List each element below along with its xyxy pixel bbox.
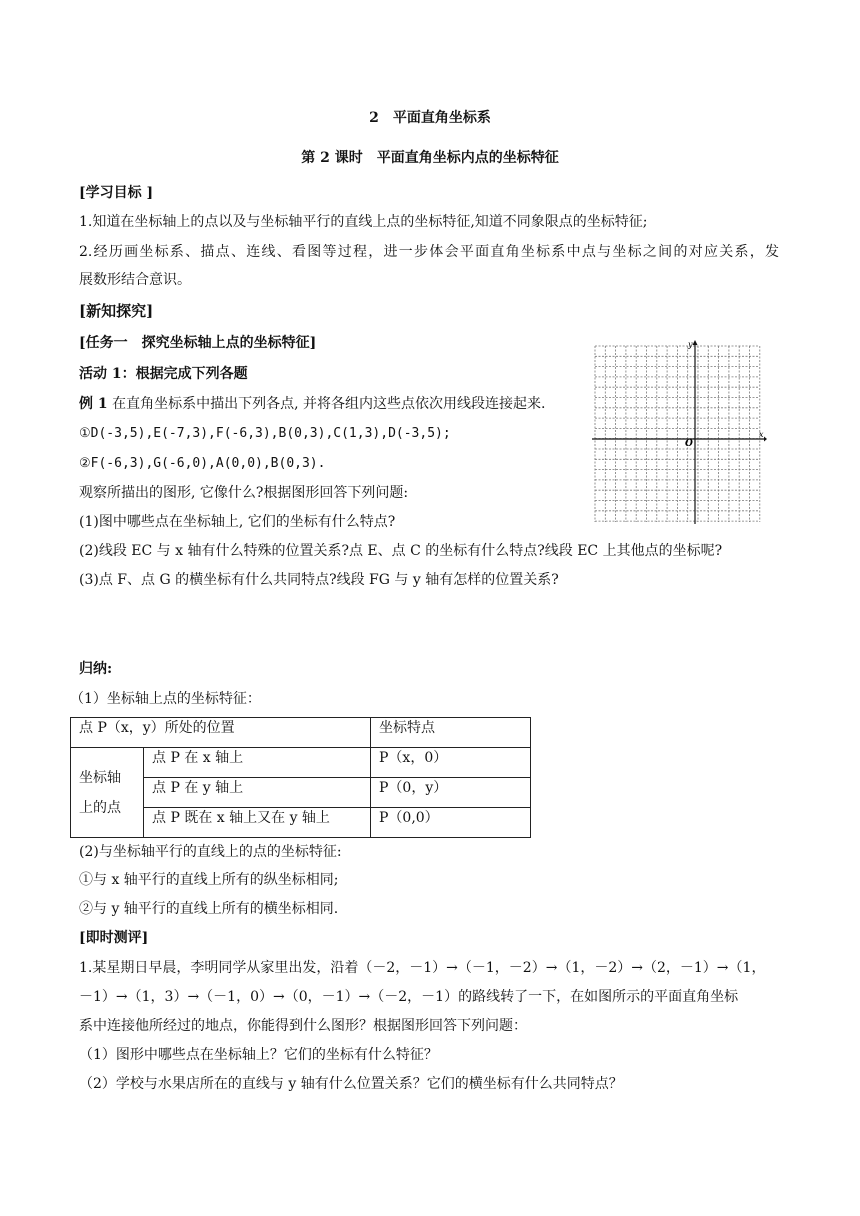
example-text: 在直角坐标系中描出下列各点, 并将各组内这些点依次用线段连接起来. <box>107 396 546 412</box>
question-3: (3)点 F、点 G 的横坐标有什么共同特点?线段 FG 与 y 轴有怎样的位置关系? <box>79 572 559 588</box>
activity-1: 活动 1：根据完成下列各题 <box>79 366 248 382</box>
summary-sub-2-a: ①与 x 轴平行的直线上所有的纵坐标相同; <box>79 872 339 888</box>
table-row <box>71 748 531 778</box>
x-axis-label: x <box>759 430 764 439</box>
observe-text: 观察所描出的图形, 它像什么?根据图形回答下列问题: <box>79 485 409 501</box>
table-header-row <box>71 718 531 748</box>
table-cell-position: 点 P 既在 x 轴上又在 y 轴上 <box>144 808 371 838</box>
points-group-2: ②F(-6,3),G(-6,0),A(0,0),B(0,3). <box>79 456 326 471</box>
quiz-question-2: （2）学校与水果店所在的直线与 y 轴有什么位置关系？它们的横坐标有什么共同特点？ <box>79 1076 623 1092</box>
quiz-problem-line-1: 1.某星期日早晨，李明同学从家里出发，沿着（－2，－1）→（－1，－2）→（1，－2）→（2，－1）→（1， <box>79 960 766 976</box>
table-cell-feature: P（0，y） <box>371 778 531 808</box>
table-header-feature: 坐标特点 <box>371 718 531 748</box>
lesson-subtitle: 第 2 课时 平面直角坐标内点的坐标特征 <box>301 150 559 166</box>
objective-2-line-2: 展数形结合意识。 <box>79 272 191 288</box>
quiz-problem-line-3: 系中连接他所经过的地点，你能得到什么图形？根据图形回答下列问题： <box>79 1018 527 1034</box>
page-title: 2 平面直角坐标系 <box>369 110 491 126</box>
summary-sub-2: (2)与坐标轴平行的直线上的点的坐标特征: <box>79 844 342 860</box>
table-cell-position: 点 P 在 y 轴上 <box>144 778 371 808</box>
origin-label: O <box>685 439 693 449</box>
quiz-problem-line-2: －1）→（1，3）→（－1，0）→（0，－1）→（－2，－1）的路线转了一下，在如图所示的平面直角坐标 <box>79 989 739 1005</box>
quiz-heading: [即时测评] <box>79 930 149 946</box>
x-axis-arrow <box>764 437 767 442</box>
y-axis-arrow <box>693 340 698 345</box>
table-header-position: 点 P（x，y）所处的位置 <box>71 718 371 748</box>
table-group-label: 坐标轴 上的点 <box>71 748 144 838</box>
coordinate-feature-table <box>70 717 531 838</box>
summary-sub-1: （1）坐标轴上点的坐标特征： <box>70 691 261 707</box>
summary-heading: 归纳: <box>79 661 113 677</box>
objectives-heading: [学习目标 ] <box>79 185 154 201</box>
summary-sub-2-b: ②与 y 轴平行的直线上所有的横坐标相同. <box>79 901 339 917</box>
quiz-question-1: （1）图形中哪些点在坐标轴上？它们的坐标有什么特征？ <box>79 1047 438 1063</box>
explore-heading: [新知探究] <box>79 302 154 320</box>
objective-2-line-1: 2.经历画坐标系、描点、连线、看图等过程，进一步体会平面直角坐标系中点与坐标之间的对应关系，发 <box>79 244 779 260</box>
question-2: (2)线段 EC 与 x 轴有什么特殊的位置关系?点 E、点 C 的坐标有什么特点?线段 EC 上其他点的坐标呢? <box>79 543 723 559</box>
example-1 <box>79 394 545 414</box>
objective-1: 1.知道在坐标轴上的点以及与坐标轴平行的直线上点的坐标特征,知道不同象限点的坐标特征; <box>79 214 648 230</box>
points-group-1: ①D(-3,5),E(-7,3),F(-6,3),B(0,3),C(1,3),D(-3,5); <box>79 426 451 441</box>
coordinate-grid <box>592 338 767 524</box>
example-label: 例 1 <box>79 396 108 412</box>
table-cell-position: 点 P 在 x 轴上 <box>144 748 371 778</box>
table-cell-feature: P（x，0） <box>371 748 531 778</box>
task-1-heading: [任务一 探究坐标轴上点的坐标特征] <box>79 335 317 351</box>
question-1: (1)图中哪些点在坐标轴上, 它们的坐标有什么特点? <box>79 514 396 530</box>
table-cell-feature: P（0,0） <box>371 808 531 838</box>
y-axis-label: y <box>688 340 693 349</box>
